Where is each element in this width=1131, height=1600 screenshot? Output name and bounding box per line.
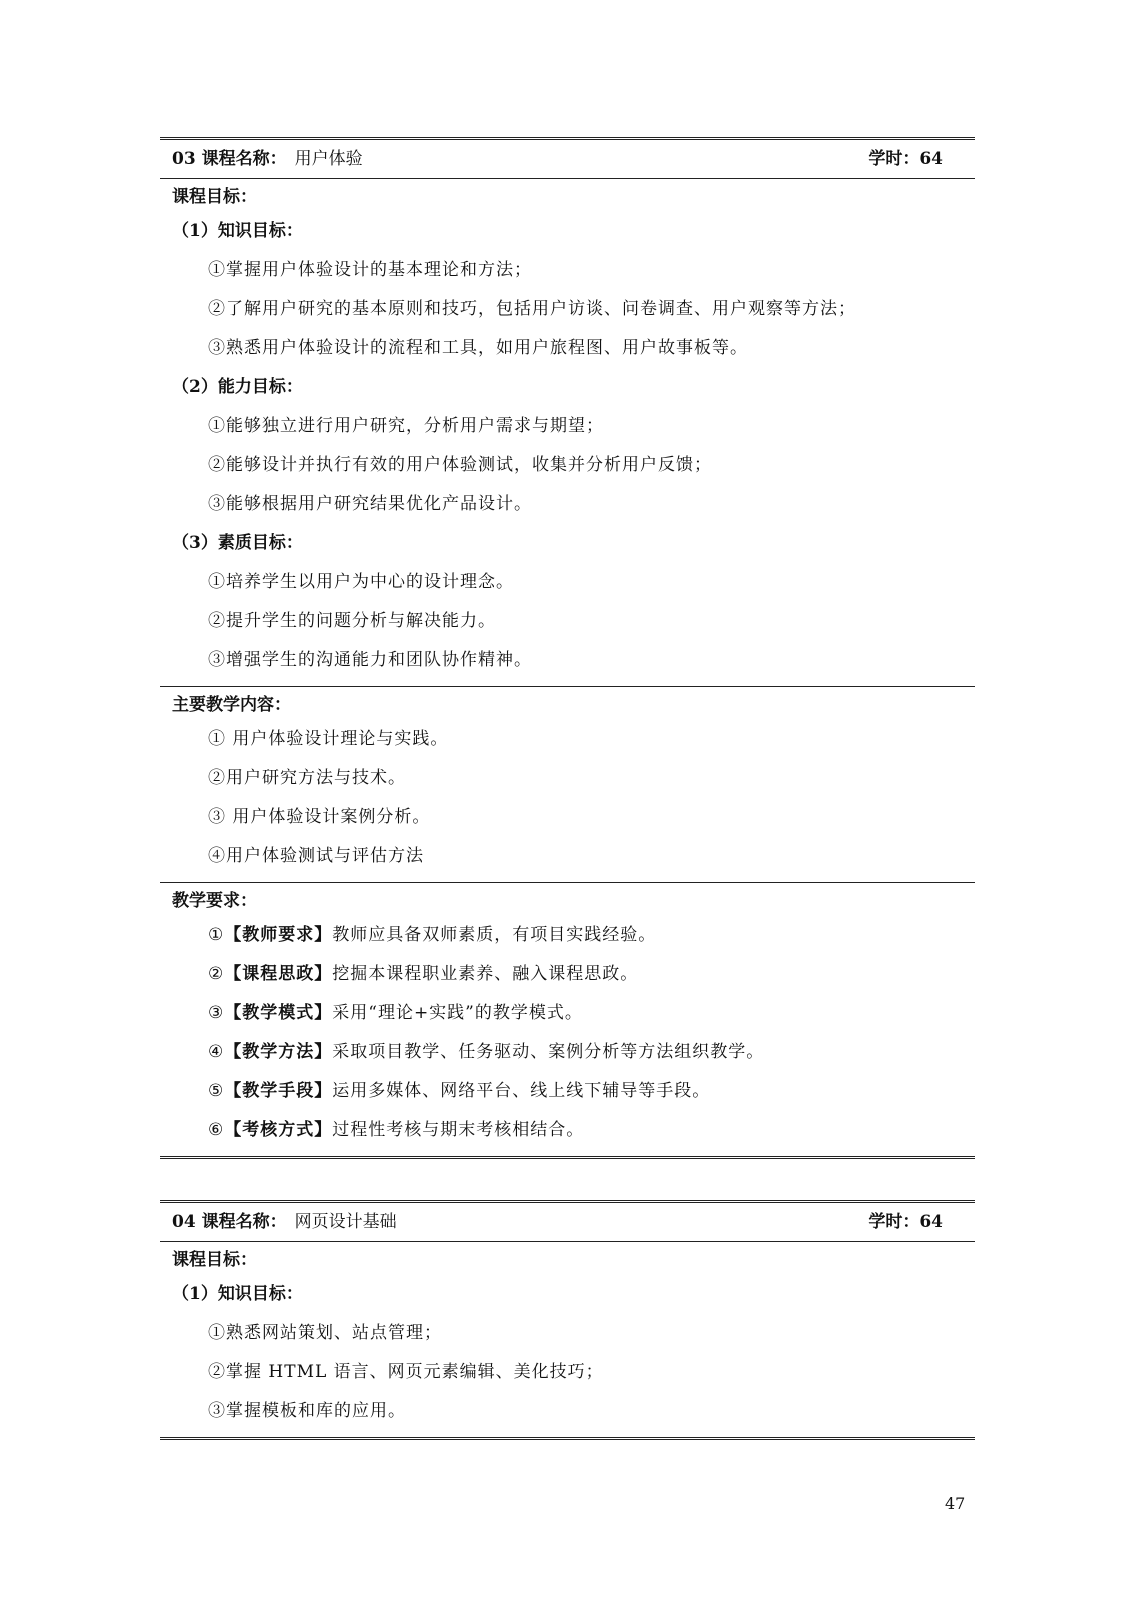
goals-title: 课程目标： xyxy=(172,187,257,207)
requirement-tag: 【教学方法】 xyxy=(224,1042,333,1062)
requirement-num: ① xyxy=(208,925,225,945)
ability-title: （2）能力目标： xyxy=(172,377,303,397)
requirement-text: 教师应具备双师素质，有项目实践经验。 xyxy=(332,925,657,945)
knowledge-item: ③掌握模板和库的应用。 xyxy=(208,1401,406,1421)
quality-item: ②提升学生的问题分析与解决能力。 xyxy=(208,611,496,631)
quality-title: （3）素质目标： xyxy=(172,533,303,553)
quality-item: ①培养学生以用户为中心的设计理念。 xyxy=(208,572,514,592)
requirement-text: 采用“理论+实践”的教学模式。 xyxy=(332,1003,583,1023)
knowledge-item: ②掌握 HTML 语言、网页元素编辑、美化技巧； xyxy=(208,1362,604,1382)
requirement-item xyxy=(160,955,975,994)
requirement-num: ⑤ xyxy=(208,1081,225,1101)
requirement-num: ⑥ xyxy=(208,1120,225,1140)
course-name: 用户体验 xyxy=(294,149,363,169)
content-item: ②用户研究方法与技术。 xyxy=(208,768,406,788)
course-04-table xyxy=(160,1200,975,1440)
requirement-text: 采取项目教学、任务驱动、案例分析等方法组织教学。 xyxy=(332,1042,765,1062)
ability-item: ③能够根据用户研究结果优化产品设计。 xyxy=(208,494,532,514)
content-title: 主要教学内容： xyxy=(172,695,291,715)
knowledge-item: ③熟悉用户体验设计的流程和工具，如用户旅程图、用户故事板等。 xyxy=(208,338,748,358)
knowledge-title: （1）知识目标： xyxy=(172,1284,303,1304)
knowledge-title: （1）知识目标： xyxy=(172,221,303,241)
ability-item: ①能够独立进行用户研究，分析用户需求与期望； xyxy=(208,416,604,436)
course-03-table xyxy=(160,137,975,1159)
knowledge-item: ①熟悉网站策划、站点管理； xyxy=(208,1323,442,1343)
goals-section xyxy=(160,1241,975,1437)
requirement-item xyxy=(160,916,975,955)
requirement-text: 运用多媒体、网络平台、线上线下辅导等手段。 xyxy=(332,1081,711,1101)
content-item: ③ 用户体验设计案例分析。 xyxy=(208,807,431,827)
requirement-text: 过程性考核与期末考核相结合。 xyxy=(332,1120,585,1140)
requirement-tag: 【课程思政】 xyxy=(224,964,333,984)
requirement-tag: 【教学手段】 xyxy=(224,1081,333,1101)
goals-section xyxy=(160,178,975,686)
goals-title: 课程目标： xyxy=(172,1250,257,1270)
course-hours: 学时：64 xyxy=(868,1212,943,1232)
course-label: 04 课程名称： xyxy=(172,1212,287,1232)
requirement-item xyxy=(160,1033,975,1072)
requirement-num: ② xyxy=(208,964,225,984)
quality-item: ③增强学生的沟通能力和团队协作精神。 xyxy=(208,650,532,670)
requirement-item xyxy=(160,1111,975,1150)
knowledge-item: ①掌握用户体验设计的基本理论和方法； xyxy=(208,260,532,280)
requirement-num: ④ xyxy=(208,1042,225,1062)
content-item: ④用户体验测试与评估方法 xyxy=(208,846,424,866)
requirement-text: 挖掘本课程职业素养、融入课程思政。 xyxy=(332,964,639,984)
course-name: 网页设计基础 xyxy=(294,1212,397,1232)
requirement-item xyxy=(160,994,975,1033)
requirement-num: ③ xyxy=(208,1003,225,1023)
course-hours: 学时：64 xyxy=(868,149,943,169)
course-header xyxy=(160,140,975,178)
knowledge-item: ②了解用户研究的基本原则和技巧，包括用户访谈、问卷调查、用户观察等方法； xyxy=(208,299,856,319)
requirements-section xyxy=(160,882,975,1156)
ability-item: ②能够设计并执行有效的用户体验测试，收集并分析用户反馈； xyxy=(208,455,712,475)
course-label: 03 课程名称： xyxy=(172,149,287,169)
requirement-tag: 【考核方式】 xyxy=(224,1120,333,1140)
requirements-title: 教学要求： xyxy=(172,891,257,911)
page-number: 47 xyxy=(945,1494,966,1513)
requirement-tag: 【教师要求】 xyxy=(224,925,333,945)
content-section xyxy=(160,686,975,882)
content-item: ① 用户体验设计理论与实践。 xyxy=(208,729,449,749)
requirement-item xyxy=(160,1072,975,1111)
course-header xyxy=(160,1203,975,1241)
requirement-tag: 【教学模式】 xyxy=(224,1003,333,1023)
